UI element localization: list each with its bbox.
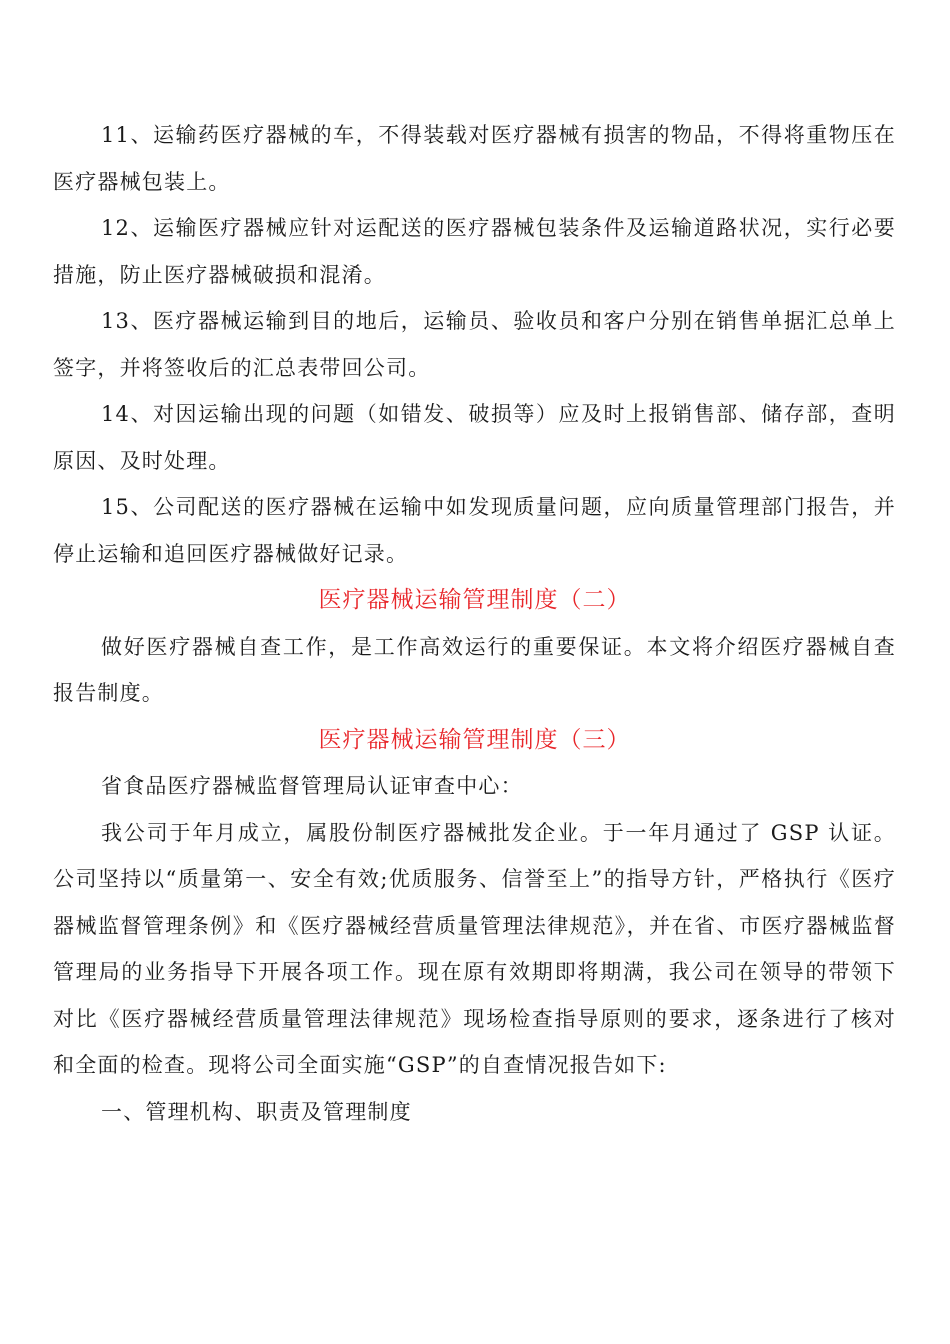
section-2-paragraph: 做好医疗器械自查工作，是工作高效运行的重要保证。本文将介绍医疗器械自查报告制度。	[53, 634, 896, 705]
paragraph-item-13: 13、医疗器械运输到目的地后，运输员、验收员和客户分别在销售单据汇总单上签字，并将签收后的汇总表带回公司。	[53, 309, 896, 380]
document-page	[53, 112, 896, 1135]
section-heading-2: 医疗器械运输管理制度（二）	[318, 587, 631, 613]
paragraph-item-15: 15、公司配送的医疗器械在运输中如发现质量问题，应向质量管理部门报告，并停止运输和追回医疗器械做好记录。	[53, 495, 896, 566]
paragraph-item-11: 11、运输药医疗器械的车，不得装载对医疗器械有损害的物品，不得将重物压在医疗器械包装上。	[53, 123, 896, 194]
paragraph-item-12: 12、运输医疗器械应针对运配送的医疗器械包装条件及运输道路状况，实行必要措施，防止医疗器械破损和混淆。	[53, 216, 896, 287]
section-heading-3: 医疗器械运输管理制度（三）	[318, 726, 631, 753]
paragraph-item-14: 14、对因运输出现的问题（如错发、破损等）应及时上报销售部、储存部，查明原因、及时处理。	[53, 402, 896, 473]
report-subheading: 一、管理机构、职责及管理制度	[101, 1099, 412, 1124]
report-body-paragraph: 我公司于年月成立，属股份制医疗器械批发企业。于一年月通过了 GSP 认证。公司坚持以“质量第一、安全有效;优质服务、信誉至上”的指导方针，严格执行《医疗器械监督管理条例》和《医疗器械经营质量管理法律规范》，并在省、市医疗器械监督管理局的业务指导下开展各项工作。现在原有效期即将期满，我公司在领导的带领下对比《医疗器械经营质量管理法律规范》现场检查指导原则的要求，逐条进行了核对和全面的检查。现将公司全面实施“GSP”的自查情况报告如下:	[53, 820, 896, 1077]
salutation: 省食品医疗器械监督管理局认证审查中心：	[101, 774, 523, 798]
